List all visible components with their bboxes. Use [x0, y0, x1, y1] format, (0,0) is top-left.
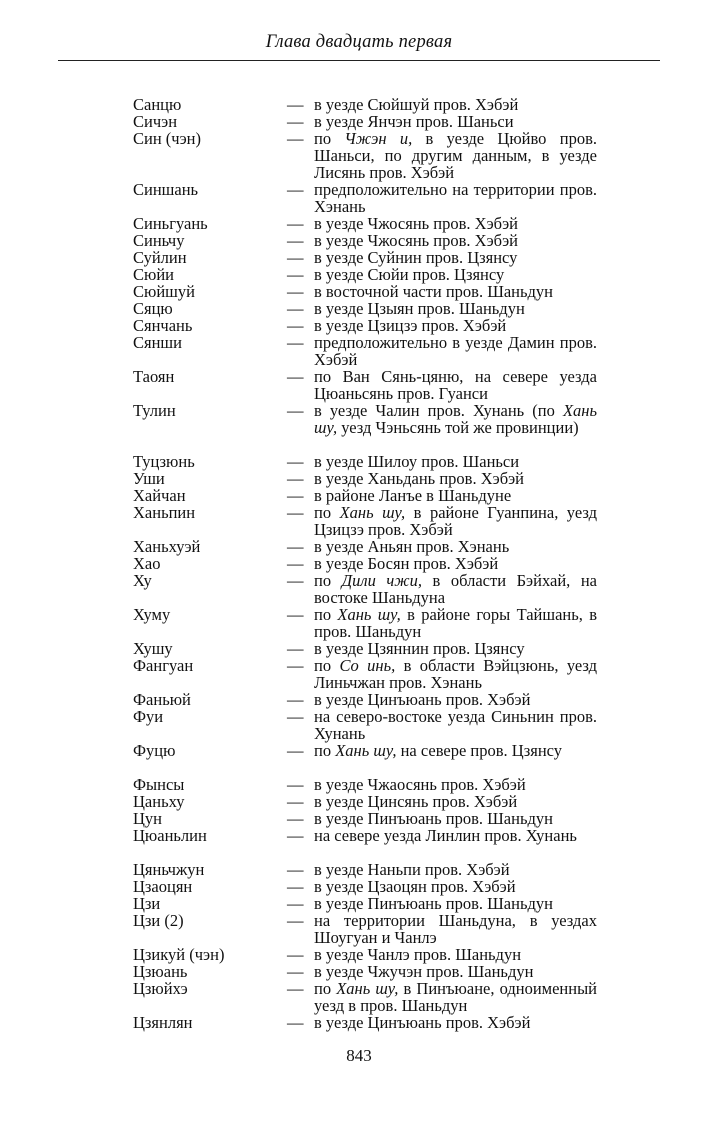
entry-description-text: предположительно на территории пров. Хэнань: [314, 180, 597, 216]
entry-name: Фаньюй: [133, 690, 191, 709]
entry-name: Цзаоцян: [133, 877, 193, 896]
em-dash: —: [287, 1013, 304, 1032]
entry-description: [287, 95, 597, 114]
entry-name: Сянчань: [133, 316, 193, 335]
em-dash: —: [287, 231, 304, 250]
entry-name: Цзи (2): [133, 911, 184, 930]
em-dash: —: [287, 95, 304, 114]
entry-description-text: в уезде Наньпи пров. Хэбэй: [314, 860, 510, 879]
entry-name: Син (чэн): [133, 129, 201, 148]
entry-description: [287, 112, 597, 131]
entry-description: [287, 554, 597, 573]
em-dash: —: [287, 775, 304, 794]
entry-name: Санцю: [133, 95, 182, 114]
entry-description: [287, 180, 597, 216]
entry-description-text: по Хань шу, в районе Гуанпина, уезд Цзицзэ пров. Хэбэй: [314, 503, 597, 539]
entry-description: [287, 299, 597, 318]
entry-description: [287, 503, 597, 539]
entry-description-text: в уезде Чжаосянь пров. Хэбэй: [314, 775, 526, 794]
page-number: 843: [346, 1046, 372, 1065]
entry-description-text: в уезде Цзяннин пров. Цзянсу: [314, 639, 525, 658]
entry-name: Хуму: [133, 605, 171, 624]
em-dash: —: [287, 741, 304, 760]
entry-description-text: в уезде Цинъюань пров. Хэбэй: [314, 1013, 531, 1032]
entry-description: [287, 877, 597, 896]
entry-name: Цун: [133, 809, 162, 828]
entry-description: [287, 248, 597, 267]
entry-description-text: по Со инь, в области Вэйцзюнь, уезд Линьчжан пров. Хэнань: [314, 656, 597, 692]
em-dash: —: [287, 809, 304, 828]
entry-description: [287, 809, 597, 828]
entry-name: Хайчан: [133, 486, 186, 505]
entry-description: [287, 316, 597, 335]
entry-description-text: по Хань шу, в районе горы Тайшань, в пров. Шаньдун: [314, 605, 597, 641]
entry-description-text: в уезде Янчэн пров. Шаньси: [314, 112, 514, 131]
em-dash: —: [287, 554, 304, 573]
entry-name: Тулин: [133, 401, 176, 420]
entry-name: Фуцю: [133, 741, 176, 760]
entry-name: Фангуан: [133, 656, 194, 675]
em-dash: —: [287, 367, 304, 386]
entry-description-text: в уезде Чжосянь пров. Хэбэй: [314, 231, 518, 250]
em-dash: —: [287, 945, 304, 964]
entry-name: Цзюйхэ: [133, 979, 188, 998]
em-dash: —: [287, 979, 304, 998]
entry-name: Цюаньлин: [133, 826, 207, 845]
entry-name: Цзюань: [133, 962, 188, 981]
entry-name: Цаньху: [133, 792, 185, 811]
entry-name: Сянши: [133, 333, 182, 352]
entry-name: Цзянлян: [133, 1013, 193, 1032]
em-dash: —: [287, 911, 304, 930]
entry-name: Синьчу: [133, 231, 185, 250]
entry-description: [287, 469, 597, 488]
entry-description: [287, 265, 597, 284]
em-dash: —: [287, 486, 304, 505]
entry-description-text: в уезде Цзицзэ пров. Хэбэй: [314, 316, 507, 335]
entry-description-text: в уезде Аньян пров. Хэнань: [314, 537, 510, 556]
entry-description-text: в уезде Чжучэн пров. Шаньдун: [314, 962, 534, 981]
entry-name: Цзикуй (чэн): [133, 945, 225, 964]
running-header: Глава двадцать первая: [265, 32, 453, 52]
entry-name: Ханьхуэй: [133, 537, 201, 556]
entry-description: [287, 911, 597, 947]
em-dash: —: [287, 180, 304, 199]
entry-name: Фуи: [133, 707, 164, 726]
entry-description: [287, 401, 597, 437]
em-dash: —: [287, 401, 304, 420]
em-dash: —: [287, 792, 304, 811]
entry-description-text: в уезде Суйнин пров. Цзянсу: [314, 248, 518, 267]
entry-description: [287, 741, 597, 760]
entry-name: Таоян: [133, 367, 175, 386]
entry-description-text: по Дили чжи, в области Бэйхай, на востоке Шаньдуна: [314, 571, 597, 607]
em-dash: —: [287, 112, 304, 131]
entry-description-text: в уезде Ханьдань пров. Хэбэй: [314, 469, 525, 488]
entry-description: [287, 894, 597, 913]
em-dash: —: [287, 129, 304, 148]
entry-description-text: в уезде Пинъюань пров. Шаньдун: [314, 809, 553, 828]
em-dash: —: [287, 452, 304, 471]
entry-name: Сюйшуй: [133, 282, 195, 301]
entry-name: Суйлин: [133, 248, 187, 267]
entry-name: Туцзюнь: [133, 452, 195, 471]
header-rule: [58, 60, 660, 61]
entry-description: [287, 605, 597, 641]
entry-description-text: в уезде Босян пров. Хэбэй: [314, 554, 499, 573]
entry-name: Сичэн: [133, 112, 178, 131]
entry-name: Сюйи: [133, 265, 174, 284]
em-dash: —: [287, 962, 304, 981]
entry-description: [287, 452, 597, 471]
entry-name: Цяньчжун: [133, 860, 205, 879]
entry-description-text: в уезде Цинсянь пров. Хэбэй: [314, 792, 518, 811]
entry-description-text: в уезде Цзыян пров. Шаньдун: [314, 299, 525, 318]
entry-description: [287, 979, 597, 1015]
em-dash: —: [287, 605, 304, 624]
entry-description: [287, 282, 597, 301]
entry-description: [287, 792, 597, 811]
entry-description: [287, 333, 597, 369]
entry-name: Фынсы: [133, 775, 185, 794]
em-dash: —: [287, 690, 304, 709]
entry-description-text: в уезде Цзаоцян пров. Хэбэй: [314, 877, 516, 896]
em-dash: —: [287, 707, 304, 726]
entry-description: [287, 962, 597, 981]
entry-description: [287, 945, 597, 964]
em-dash: —: [287, 537, 304, 556]
entry-name: Уши: [133, 469, 165, 488]
entry-name: Синьгуань: [133, 214, 208, 233]
em-dash: —: [287, 656, 304, 675]
entry-description-text: в уезде Шилоу пров. Шаньси: [314, 452, 520, 471]
entry-description-text: в районе Ланъе в Шаньдуне: [314, 486, 512, 505]
em-dash: —: [287, 877, 304, 896]
em-dash: —: [287, 639, 304, 658]
entry-name: Ху: [133, 571, 152, 590]
entry-name: Цзи: [133, 894, 161, 913]
em-dash: —: [287, 316, 304, 335]
entry-description-text: по Хань шу, на севере пров. Цзянсу: [314, 741, 563, 760]
entry-description: [287, 656, 597, 692]
entry-description-text: по Чжэн и, в уезде Цюйво пров. Шаньси, по другим данным, в уезде Лисянь пров. Хэбэй: [314, 129, 597, 182]
em-dash: —: [287, 860, 304, 879]
entry-description-text: в уезде Чанлэ пров. Шаньдун: [314, 945, 522, 964]
entry-description-text: по Хань шу, в Пинъюане, одноименный уезд в пров. Шаньдун: [314, 979, 597, 1015]
entry-description-text: в уезде Сюйи пров. Цзянсу: [314, 265, 505, 284]
entry-description-text: на территории Шаньдуна, в уездах Шоугуан и Чанлэ: [314, 911, 597, 947]
entry-description: [287, 1013, 597, 1032]
entry-name: Хушу: [133, 639, 173, 658]
em-dash: —: [287, 333, 304, 352]
entry-description-text: на севере уезда Линлин пров. Хунань: [314, 826, 577, 845]
entry-name: Синшань: [133, 180, 199, 199]
entry-description: [287, 367, 597, 403]
entry-description-text: на северо-востоке уезда Синьнин пров. Хунань: [314, 707, 597, 743]
entry-description-text: в восточной части пров. Шаньдун: [314, 282, 554, 301]
entry-description: [287, 486, 597, 505]
entry-description: [287, 707, 597, 743]
entry-description: [287, 860, 597, 879]
entry-description: [287, 690, 597, 709]
entry-description: [287, 775, 597, 794]
entry-description: [287, 214, 597, 233]
em-dash: —: [287, 265, 304, 284]
entry-description-text: в уезде Пинъюань пров. Шаньдун: [314, 894, 553, 913]
em-dash: —: [287, 894, 304, 913]
em-dash: —: [287, 214, 304, 233]
entry-description: [287, 826, 597, 845]
entry-description-text: в уезде Чалин пров. Хунань (по Хань шу, уезд Чэньсянь той же провинции): [314, 401, 597, 437]
entry-description-text: в уезде Сюйшуй пров. Хэбэй: [314, 95, 519, 114]
entry-description: [287, 639, 597, 658]
em-dash: —: [287, 503, 304, 522]
entry-name: Ханьпин: [133, 503, 196, 522]
em-dash: —: [287, 282, 304, 301]
entry-description-text: в уезде Чжосянь пров. Хэбэй: [314, 214, 518, 233]
entry-name: Сяцю: [133, 299, 173, 318]
entry-description: [287, 537, 597, 556]
entry-description: [287, 571, 597, 607]
em-dash: —: [287, 571, 304, 590]
entry-description: [287, 129, 597, 182]
entry-description-text: по Ван Сянь-цяню, на севере уезда Цюаньсянь пров. Гуанси: [314, 367, 597, 403]
entry-name: Хао: [133, 554, 161, 573]
em-dash: —: [287, 299, 304, 318]
entry-description: [287, 231, 597, 250]
em-dash: —: [287, 248, 304, 267]
entry-description-text: предположительно в уезде Дамин пров. Хэбэй: [314, 333, 597, 369]
em-dash: —: [287, 469, 304, 488]
entry-description-text: в уезде Цинъюань пров. Хэбэй: [314, 690, 531, 709]
em-dash: —: [287, 826, 304, 845]
